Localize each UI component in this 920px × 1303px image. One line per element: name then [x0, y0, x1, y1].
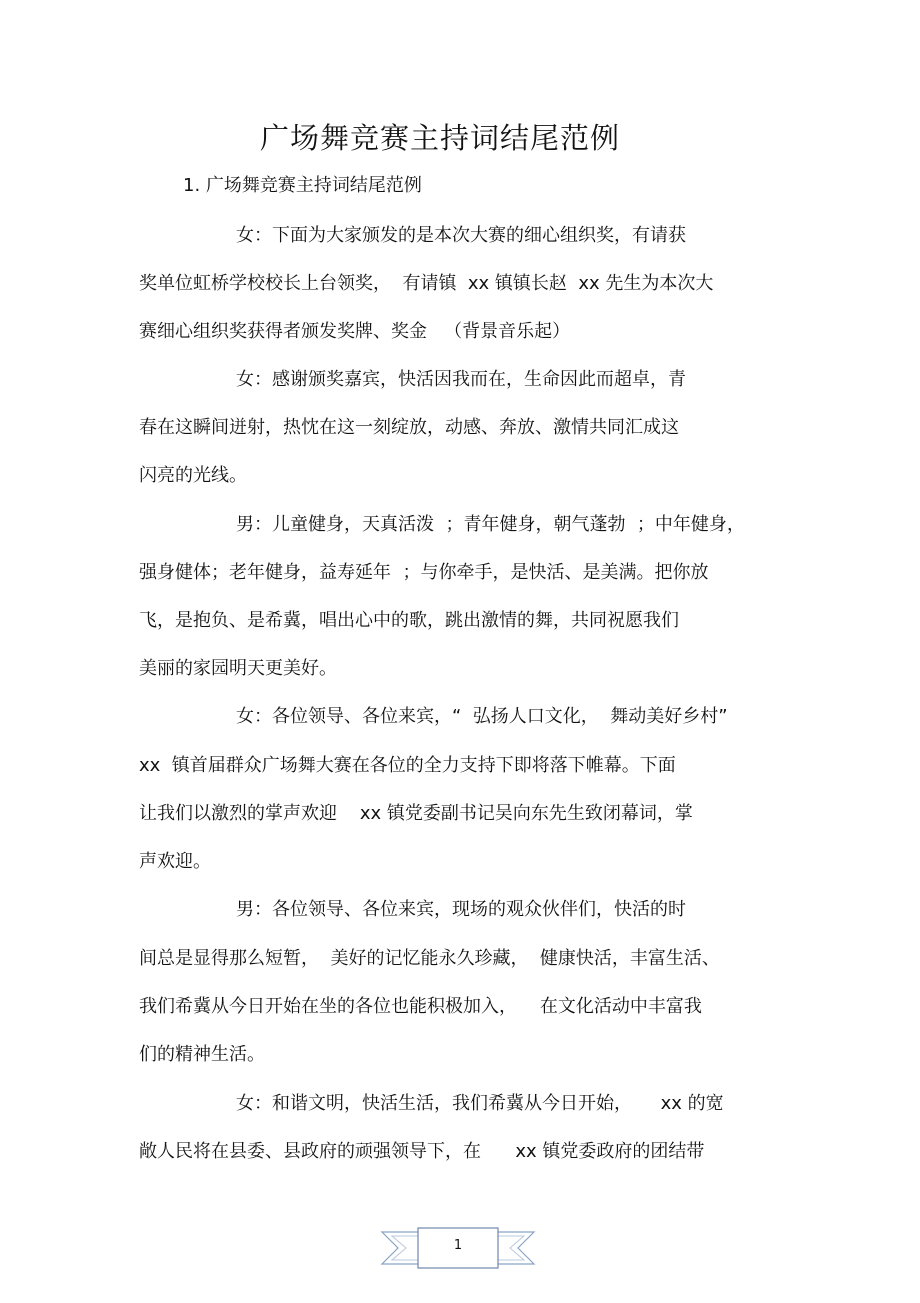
paragraph-line: 女：各位领导、各位来宾，“ 弘扬人口文化， 舞动美好乡村”: [236, 706, 728, 727]
section-heading: 1. 广场舞竞赛主持词结尾范例: [183, 175, 422, 196]
paragraph-line: 赛细心组织奖获得者颁发奖牌、奖金 （背景音乐起）: [139, 321, 571, 342]
paragraph-line: xx 镇首届群众广场舞大赛在各位的全力支持下即将落下帷幕。下面: [139, 755, 676, 776]
paragraph-line: 女：和谐文明，快活生活，我们希冀从今日开始， xx 的宽: [236, 1093, 724, 1114]
page-title: 广场舞竞赛主持词结尾范例: [259, 121, 620, 155]
paragraph-line: 飞，是抱负、是希冀，唱出心中的歌，跳出激情的舞，共同祝愿我们: [139, 610, 679, 631]
paragraph-line: 男：儿童健身，天真活泼 ；青年健身，朝气蓬勃 ；中年健身，: [236, 514, 745, 535]
paragraph-line: 男：各位领导、各位来宾，现场的观众伙伴们，快活的时: [236, 899, 686, 920]
paragraph-line: 强身健体；老年健身，益寿延年 ；与你牵手，是快活、是美满。把你放: [139, 562, 709, 583]
paragraph-line: 女：感谢颁奖嘉宾，快活因我而在，生命因此而超卓，青: [236, 369, 686, 390]
paragraph-line: 我们希冀从今日开始在坐的各位也能积极加入， 在文化活动中丰富我: [139, 996, 702, 1017]
paragraph-line: 奖单位虹桥学校校长上台领奖， 有请镇 xx 镇镇长赵 xx 先生为本次大: [139, 273, 714, 294]
paragraph-line: 美丽的家园明天更美好。: [139, 658, 337, 679]
paragraph-line: 春在这瞬间迸射，热忱在这一刻绽放，动感、奔放、激情共同汇成这: [139, 417, 679, 438]
paragraph-line: 声欢迎。: [139, 851, 211, 872]
paragraph-line: 间总是显得那么短暂， 美好的记忆能永久珍藏， 健康快活，丰富生活、: [139, 948, 720, 969]
page-number: 1: [453, 1238, 463, 1253]
paragraph-line: 们的精神生活。: [139, 1044, 265, 1065]
paragraph-line: 让我们以激烈的掌声欢迎 xx 镇党委副书记吴向东先生致闭幕词，掌: [139, 803, 693, 824]
paragraph-line: 女：下面为大家颁发的是本次大赛的细心组织奖，有请获: [236, 225, 686, 246]
paragraph-line: 敞人民将在县委、县政府的顽强领导下，在 xx 镇党委政府的团结带: [139, 1141, 705, 1162]
paragraph-line: 闪亮的光线。: [139, 465, 247, 486]
page-footer: [378, 1224, 538, 1272]
